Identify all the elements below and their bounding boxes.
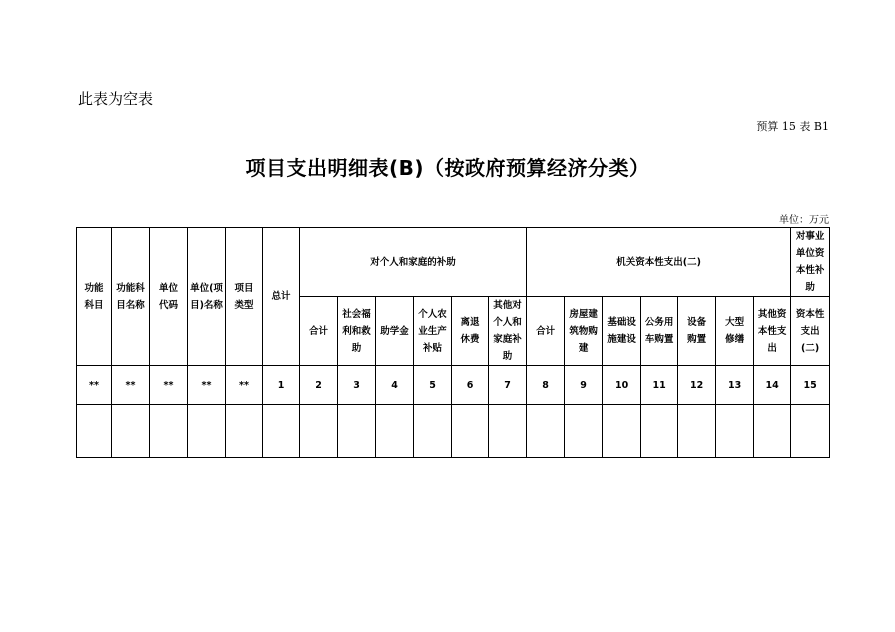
subheader-cell: 设备购置 — [678, 297, 716, 366]
empty-cell — [112, 405, 150, 458]
empty-table-note: 此表为空表 — [78, 90, 154, 108]
empty-cell — [226, 405, 263, 458]
empty-cell — [716, 405, 754, 458]
form-code: 预算 15 表 B1 — [756, 120, 829, 133]
empty-cell — [489, 405, 527, 458]
header-cell: 项目类型 — [226, 228, 263, 366]
index-cell: 5 — [414, 366, 452, 405]
index-cell: ** — [150, 366, 188, 405]
subheader-cell: 其他资本性支出 — [754, 297, 791, 366]
empty-cell — [150, 405, 188, 458]
budget-table — [76, 227, 830, 458]
empty-cell — [376, 405, 414, 458]
index-cell: 14 — [754, 366, 791, 405]
subheader-cell: 基础设施建设 — [603, 297, 641, 366]
index-cell: ** — [188, 366, 226, 405]
empty-cell — [452, 405, 489, 458]
empty-cell — [338, 405, 376, 458]
empty-data-row — [77, 405, 830, 458]
empty-cell — [754, 405, 791, 458]
empty-cell — [414, 405, 452, 458]
index-cell: 2 — [300, 366, 338, 405]
index-cell: 10 — [603, 366, 641, 405]
index-cell: 13 — [716, 366, 754, 405]
empty-cell — [527, 405, 565, 458]
subheader-cell: 合计 — [300, 297, 338, 366]
empty-cell — [678, 405, 716, 458]
header-row-1 — [77, 228, 830, 297]
empty-cell — [188, 405, 226, 458]
empty-cell — [565, 405, 603, 458]
index-cell: ** — [226, 366, 263, 405]
group-header: 机关资本性支出(二) — [527, 228, 791, 297]
index-cell: 7 — [489, 366, 527, 405]
empty-cell — [300, 405, 338, 458]
header-cell: 单位(项目)名称 — [188, 228, 226, 366]
page-title: 项目支出明细表(B)（按政府预算经济分类） — [245, 156, 650, 180]
index-cell: ** — [112, 366, 150, 405]
header-cell: 单位代码 — [150, 228, 188, 366]
index-cell: 3 — [338, 366, 376, 405]
index-cell: ** — [77, 366, 112, 405]
index-cell: 11 — [641, 366, 678, 405]
subheader-cell: 助学金 — [376, 297, 414, 366]
subheader-cell: 社会福利和救助 — [338, 297, 376, 366]
group-header: 对个人和家庭的补助 — [300, 228, 527, 297]
group-header: 对事业单位资本性补助 — [791, 228, 830, 297]
index-cell: 1 — [263, 366, 300, 405]
header-cell: 功能科目 — [77, 228, 112, 366]
empty-cell — [603, 405, 641, 458]
index-cell: 15 — [791, 366, 830, 405]
header-cell: 总计 — [263, 228, 300, 366]
empty-cell — [263, 405, 300, 458]
index-cell: 6 — [452, 366, 489, 405]
empty-cell — [641, 405, 678, 458]
empty-cell — [77, 405, 112, 458]
index-cell: 8 — [527, 366, 565, 405]
index-cell: 12 — [678, 366, 716, 405]
subheader-cell: 合计 — [527, 297, 565, 366]
unit-label: 单位：万元 — [779, 215, 829, 226]
subheader-cell: 房屋建筑物购建 — [565, 297, 603, 366]
subheader-cell: 个人农业生产补贴 — [414, 297, 452, 366]
subheader-cell: 离退休费 — [452, 297, 489, 366]
subheader-cell: 公务用车购置 — [641, 297, 678, 366]
subheader-cell: 资本性支出(二) — [791, 297, 830, 366]
header-cell: 功能科目名称 — [112, 228, 150, 366]
subheader-cell: 其他对个人和家庭补助 — [489, 297, 527, 366]
empty-cell — [791, 405, 830, 458]
index-cell: 9 — [565, 366, 603, 405]
index-cell: 4 — [376, 366, 414, 405]
subheader-cell: 大型修缮 — [716, 297, 754, 366]
index-row — [77, 366, 830, 405]
